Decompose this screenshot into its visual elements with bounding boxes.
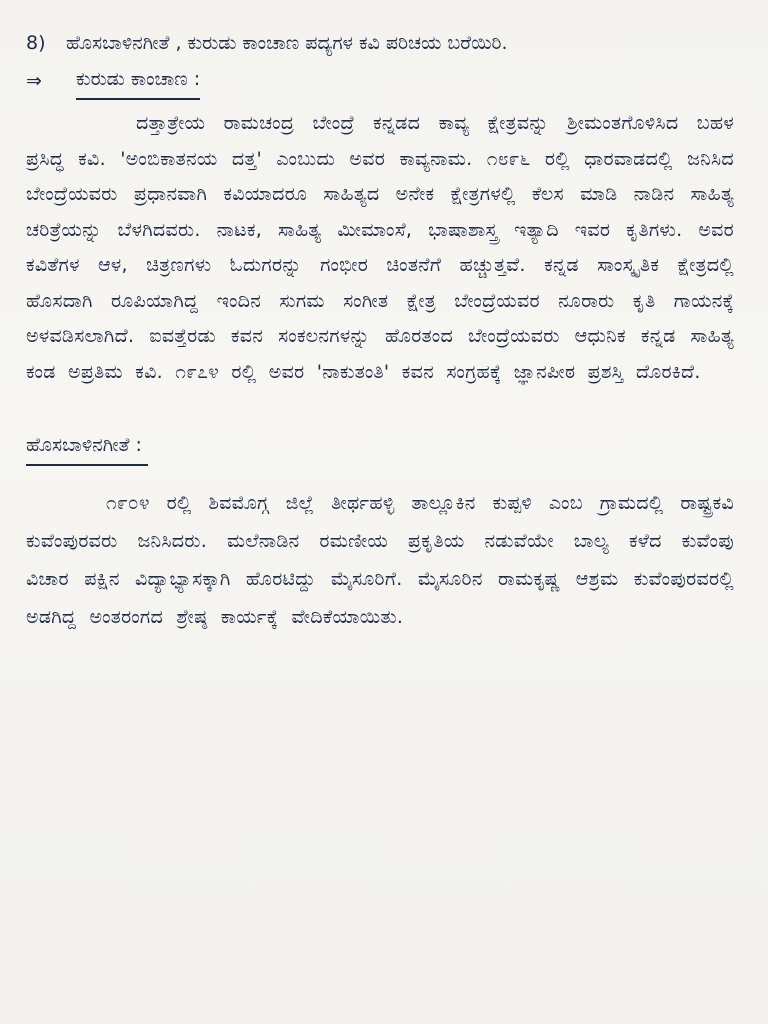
question-heading: [26, 26, 734, 60]
answer-heading: [26, 62, 734, 100]
answer-paragraph: ದತ್ತಾತ್ರೇಯ ರಾಮಚಂದ್ರ ಬೇಂದ್ರೆ ಕನ್ನಡದ ಕಾವ್ಯ ಕ್ಷೇತ್ರವನ್ನು ಶ್ರೀಮಂತಗೊಳಿಸಿದ ಬಹಳ ಪ್ರಸಿದ್ಧ ಕವಿ. 'ಅಂಬಿಕಾತನಯ ದತ್ತ' ಎಂಬುದು ಅವರ ಕಾವ್ಯನಾಮ. ೧೮೯೬ ರಲ್ಲಿ ಧಾರವಾಡದಲ್ಲಿ ಜನಿಸಿದ ಬೇಂದ್ರೆಯವರು ಪ್ರಧಾನವಾಗಿ ಕವಿಯಾದರೂ ಸಾಹಿತ್ಯದ ಅನೇಕ ಕ್ಷೇತ್ರಗಳಲ್ಲಿ ಕೆಲಸ ಮಾಡಿ ನಾಡಿನ ಸಾಹಿತ್ಯ ಚರಿತ್ರೆಯನ್ನು ಬೆಳಗಿದವರು. ನಾಟಕ, ಸಾಹಿತ್ಯ ಮೀಮಾಂಸೆ, ಭಾಷಾಶಾಸ್ತ್ರ ಇತ್ಯಾದಿ ಇವರ ಕೃತಿಗಳು. ಅವರ ಕವಿತೆಗಳ ಆಳ, ಚಿತ್ರಣಗಳು ಓದುಗರನ್ನು ಗಂಭೀರ ಚಿಂತನೆಗೆ ಹಚ್ಚುತ್ತವೆ. ಕನ್ನಡ ಸಾಂಸ್ಕೃತಿಕ ಕ್ಷೇತ್ರದಲ್ಲಿ ಹೊಸದಾಗಿ ರೂಪಿಯಾಗಿದ್ದ ಇಂದಿನ ಸುಗಮ ಸಂಗೀತ ಕ್ಷೇತ್ರ ಬೇಂದ್ರೆಯವರ ನೂರಾರು ಕೃತಿ ಗಾಯನಕ್ಕೆ ಅಳವಡಿಸಲಾಗಿದೆ. ಐವತ್ತೆರಡು ಕವನ ಸಂಕಲನಗಳನ್ನು ಹೊರತಂದ ಬೇಂದ್ರೆಯವರು ಆಧುನಿಕ ಕನ್ನಡ ಸಾಹಿತ್ಯ ಕಂಡ ಅಪ್ರತಿಮ ಕವಿ. ೧೯೭೪ ರಲ್ಲಿ ಅವರ 'ನಾಕುತಂತಿ' ಕವನ ಸಂಗ್ರಹಕ್ಕೆ ಜ್ಞಾನಪೀಠ ಪ್ರಶಸ್ತಿ ದೊರಕಿದೆ.: [26, 112, 734, 383]
question-text: ಹೊಸಬಾಳಿನಗೀತೆ , ಕುರುಡು ಕಾಂಚಾಣ ಪದ್ಯಗಳ ಕವಿ ಪರಿಚಯ ಬರೆಯಿರಿ.: [66, 32, 508, 54]
answer-title: ಕುರುಡು ಕಾಂಚಾಣ :: [76, 62, 200, 100]
arrow-icon: ⇒: [26, 70, 42, 92]
section-paragraph: ೧೯೦೪ ರಲ್ಲಿ ಶಿವಮೊಗ್ಗ ಜಿಲ್ಲೆ ತೀರ್ಥಹಳ್ಳಿ ತಾಲ್ಲೂಕಿನ ಕುಪ್ಪಳಿ ಎಂಬ ಗ್ರಾಮದಲ್ಲಿ ರಾಷ್ಟ್ರಕವಿ ಕುವೆಂಪುರವರು ಜನಿಸಿದರು. ಮಲೆನಾಡಿನ ರಮಣೀಯ ಪ್ರಕೃತಿಯ ನಡುವೆಯೇ ಬಾಲ್ಯ ಕಳೆದ ಕುವೆಂಪು ವಿಚಾರ ಪಕ್ಷಿನ ವಿದ್ಯಾಭ್ಯಾಸಕ್ಕಾಗಿ ಹೊರಟಿದ್ದು ಮೈಸೂರಿಗೆ. ಮೈಸೂರಿನ ರಾಮಕೃಷ್ಣ ಆಶ್ರಮ ಕುವೆಂಪುರವರಲ್ಲಿ ಅಡಗಿದ್ದ ಅಂತರಂಗದ ಶ್ರೇಷ್ಠ ಕಾರ್ಯಕ್ಕೆ ವೇದಿಕೆಯಾಯಿತು.: [26, 492, 734, 628]
section-title: ಹೊಸಬಾಳಿನಗೀತೆ :: [26, 428, 148, 466]
question-number: 8): [26, 32, 46, 54]
